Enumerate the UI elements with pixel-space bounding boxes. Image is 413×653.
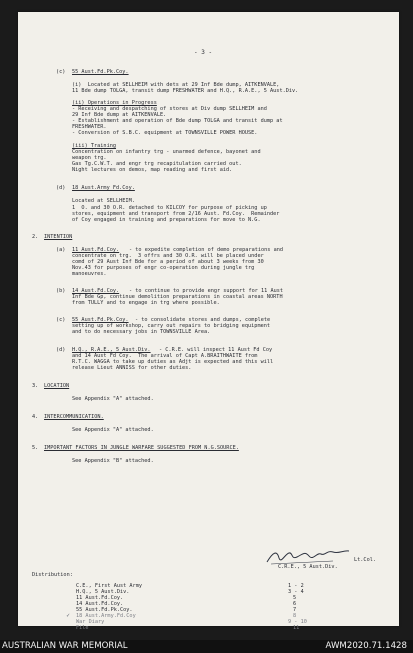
intention-b-line: - to continue to provide engr support for 11 Aust <box>129 288 284 294</box>
intention-b-line: from TULLY and to engage in trg where possible. <box>72 300 220 306</box>
document-page <box>18 12 399 631</box>
archive-footer <box>0 640 413 653</box>
distribution-copies: 5 <box>293 595 297 601</box>
distribution-unit: H.Q., 5 Aust.Div. <box>76 589 130 595</box>
section-c-iii-line: Night lectures on demos, map reading and first aid. <box>72 167 233 173</box>
section-d-line: of Coy engaged in training and preparations for move to N.G. <box>72 217 261 223</box>
intention-d-label: (d) <box>56 347 66 353</box>
intention-a-unit: 11 Aust.Fd.Coy. <box>72 247 120 253</box>
section-d-label: (d) <box>56 185 66 191</box>
section-5-text: See Appendix "B" attached. <box>72 458 154 464</box>
distribution-unit: C.E., First Aust Army <box>76 583 143 589</box>
footer-accession-number: AWM2020.71.1428 <box>325 641 407 651</box>
section-4-number: 4. <box>32 414 39 420</box>
distribution-copies: 1 - 2 <box>288 583 304 589</box>
section-c-i-line: (i) Located at SELLHEIM with dets at 29 Inf Bde dump, AITKENVALE, <box>72 82 280 88</box>
section-c-i-line: 11 Bde dump TOLGA, transit dump FRESHWATER and H.Q., R.A.E., 5 Aust.Div. <box>72 88 299 94</box>
intention-a-line: concentrate on trg. 3 offrs and 30 O.R. will be placed under <box>72 253 264 259</box>
intention-a-line: - to expedite completion of demo preparations and <box>129 247 284 253</box>
section-c-ii-line: FRESHWATER. <box>72 124 107 130</box>
signature-rank: Lt.Col. <box>354 557 377 563</box>
section-3-text: See Appendix "A" attached. <box>72 396 154 402</box>
distribution-unit: File <box>76 625 89 631</box>
distribution-copies: 6 <box>293 601 297 607</box>
distribution-unit: 55 Aust.Fd.Pk.Coy. <box>76 607 133 613</box>
section-d-line: Located at SELLHEIM. <box>72 198 135 204</box>
section-5-number: 5. <box>32 445 39 451</box>
signature-block: C.R.E., 5 Aust.Div. <box>278 564 338 570</box>
section-c-title: 55 Aust.Fd.Pk.Coy. <box>72 69 129 75</box>
distribution-unit: 14 Aust.Fd.Coy. <box>76 601 124 607</box>
section-c-iii-line: Gas Tg.C.W.T. and engr trg recapitulation carried out. <box>72 161 242 167</box>
intention-a-line: Nov.43 for purposes of engr co-operation during jungle trg <box>72 265 255 271</box>
distribution-copies: 7 <box>293 607 297 613</box>
intention-d-line: - C.R.E. will inspect 11 Aust Fd Coy <box>159 347 273 353</box>
section-c-iii-heading: (iii) Training <box>72 143 117 149</box>
intention-a-label: (a) <box>56 247 66 253</box>
section-4-text: See Appendix "A" attached. <box>72 427 154 433</box>
section-3-title: LOCATION <box>44 383 70 389</box>
section-c-iii-line: weapon trg. <box>72 155 107 161</box>
page-number: - 3 - <box>194 49 213 56</box>
distribution-unit: 11 Aust.Fd.Coy. <box>76 595 124 601</box>
intention-a-line: comd of 29 Aust Inf Bde for a period of about 3 weeks from 30 <box>72 259 264 265</box>
intention-b-line: Inf Bde Gp, continue demolition preparations in coastal areas NORTH <box>72 294 283 300</box>
section-c-label: (c) <box>56 69 66 75</box>
intention-d-line: R.T.C. WAGGA to take up duties as Adjt is expected and this will <box>72 359 274 365</box>
section-c-ii-line: - Establishment and operation of Bde dump TOLGA and transit dump at <box>72 118 283 124</box>
intention-c-line: - to consolidate stores and dumps, complete <box>135 317 271 323</box>
check-mark-icon: ✓ <box>66 613 71 619</box>
intention-c-line: setting up of workshop, carry out repairs to bridging equipment <box>72 323 271 329</box>
intention-c-label: (c) <box>56 317 66 323</box>
section-d-line: stores, equipment and transport from 2/16 Aust. Fd.Coy. Remainder <box>72 211 280 217</box>
section-d-title: 18 Aust.Army Fd.Coy. <box>72 185 135 191</box>
section-c-ii-line: 29 Inf Bde dump at AITKENVALE. <box>72 112 167 118</box>
distribution-copies: 11 <box>293 625 300 631</box>
intention-d-line: and 14 Aust Fd Coy. The arrival of Capt A.BRAITHWAITE from <box>72 353 258 359</box>
distribution-unit: War Diary <box>76 619 105 625</box>
distribution-copies: 8 <box>293 613 297 619</box>
section-2-title: INTENTION <box>44 234 73 240</box>
intention-b-label: (b) <box>56 288 66 294</box>
section-5-title: IMPORTANT FACTORS IN JUNGLE WARFARE SUGGESTED FROM N.G.SOURCE. <box>44 445 239 451</box>
intention-d-unit: H.Q., R.A.E., 5 Aust.Div. <box>72 347 151 353</box>
intention-b-unit: 14 Aust.Fd.Coy. <box>72 288 120 294</box>
distribution-copies: 3 - 4 <box>288 589 304 595</box>
section-c-ii-line: - Receiving and despatching of stores at Div dump SELLHEIM and <box>72 106 267 112</box>
distribution-unit: 18 Aust.Army.Fd.Coy <box>76 613 136 619</box>
section-2-number: 2. <box>32 234 39 240</box>
intention-a-line: manoeuvres. <box>72 271 107 277</box>
intention-d-line: release Lieut ANNISS for other duties. <box>72 365 192 371</box>
footer-institution: AUSTRALIAN WAR MEMORIAL <box>2 641 128 651</box>
section-c-ii-line: - Conversion of S.B.C. equipment at TOWNSVILLE POWER HOUSE. <box>72 130 258 136</box>
distribution-copies: 9 - 10 <box>288 619 307 625</box>
intention-c-line: and to do necessary jobs in TOWNSVILLE Area. <box>72 329 211 335</box>
distribution-label: Distribution: <box>32 572 73 578</box>
section-d-line: 1 O. and 30 O.R. detached to KILCOY for purpose of picking up <box>72 205 267 211</box>
intention-c-unit: 55 Aust.Fd.Pk.Coy. <box>72 317 129 323</box>
section-4-title: INTERCOMMUNICATION. <box>44 414 104 420</box>
section-c-ii-heading: (ii) Operations in Progress <box>72 100 157 106</box>
section-3-number: 3. <box>32 383 39 389</box>
section-c-iii-line: Concentration on infantry trg - unarmed defence, bayonet and <box>72 149 261 155</box>
